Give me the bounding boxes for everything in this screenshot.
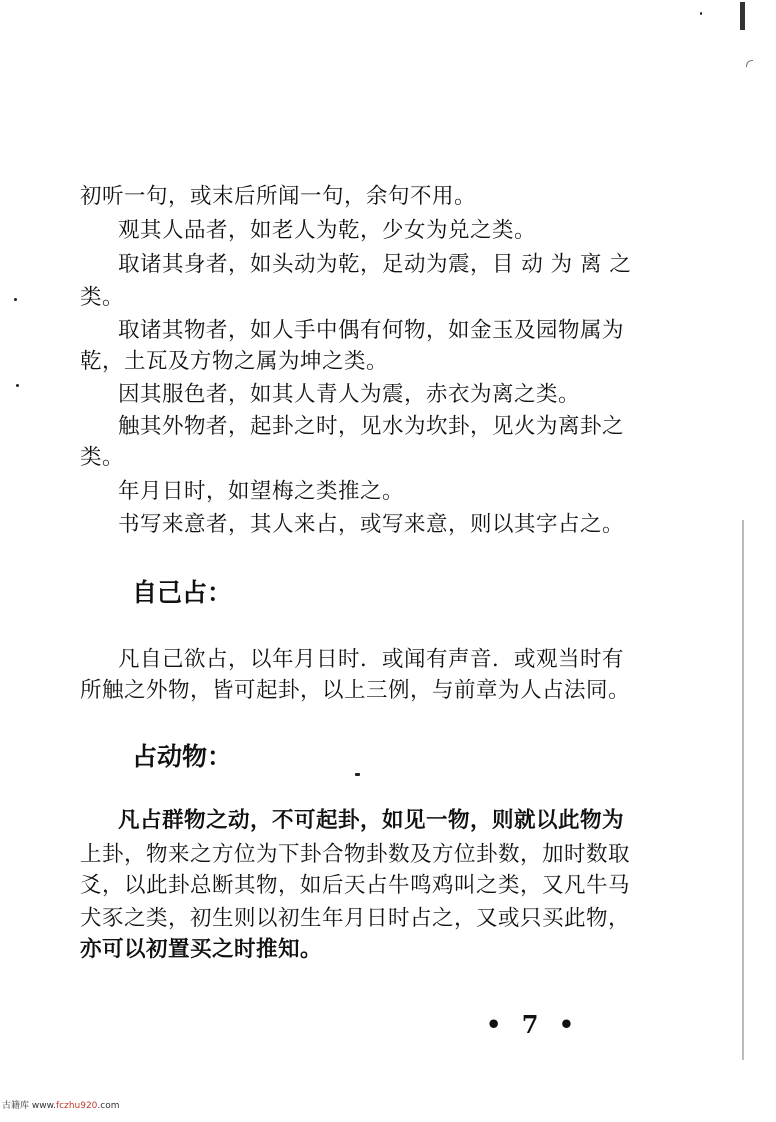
paragraph-line: 犬豕之类，初生则以初生年月日时占之，又或只买此物， (80, 906, 631, 931)
paragraph-line: 上卦，物来之方位为下卦合物卦数及方位卦数，加时数取 (80, 842, 631, 867)
paragraph-line: 凡自己欲占，以年月日时．或闻有声音．或观当时有 (118, 647, 625, 672)
paragraph-line: 书写来意者，其人来占，或写来意，则以其字占之。 (118, 512, 625, 537)
paragraph-line: 年月日时，如望梅之类推之。 (118, 479, 405, 504)
paragraph-line: 类。 (80, 285, 125, 310)
paragraph-line: 取诸其物者，如人手中偶有何物，如金玉及园物属为 (118, 318, 625, 343)
paragraph-line: 乾，土瓦及方物之属为坤之类。 (80, 349, 389, 374)
paragraph-line: 观其人品者，如老人为乾，少女为兑之类。 (118, 218, 537, 243)
paragraph-line: 爻，以此卦总断其物，如后天占牛鸣鸡叫之类，又凡牛马 (80, 873, 631, 898)
scan-speck (700, 12, 702, 15)
page-edge-mark (740, 2, 745, 30)
scan-speck (355, 773, 360, 776)
section-heading: 占动物： (132, 742, 233, 771)
paragraph-line: 初听一句，或末后所闻一句，余句不用。 (80, 184, 477, 209)
watermark-mid: fczhu920 (55, 1101, 98, 1111)
paragraph-line: 亦可以初置买之时推知。 (80, 937, 323, 962)
site-watermark (2, 1098, 120, 1111)
scan-speck (16, 384, 19, 387)
paragraph-line: 类。 (80, 445, 125, 470)
paragraph-line: 触其外物者，起卦之时，见水为坎卦，见火为离卦之 (118, 414, 625, 439)
scan-speck (14, 298, 17, 301)
page-edge-mark (746, 60, 753, 67)
section-heading: 自己占： (132, 578, 233, 607)
paragraph-line: 因其服色者，如其人青人为震，赤衣为离之类。 (118, 382, 581, 407)
page-edge-line (742, 520, 744, 1060)
paragraph-line: 取诸其身者，如头动为乾，足动为震，目 动 为 离 之 (118, 252, 632, 277)
watermark-right: .com (97, 1101, 120, 1111)
paragraph-line: 凡占群物之动，不可起卦，如见一物，则就以此物为 (118, 808, 625, 833)
page-number: • 7 • (486, 1010, 581, 1039)
paragraph-line: 所触之外物，皆可起卦，以上三例，与前章为人占法同。 (80, 678, 631, 703)
watermark-left: 古籍库 www. (2, 1101, 56, 1111)
